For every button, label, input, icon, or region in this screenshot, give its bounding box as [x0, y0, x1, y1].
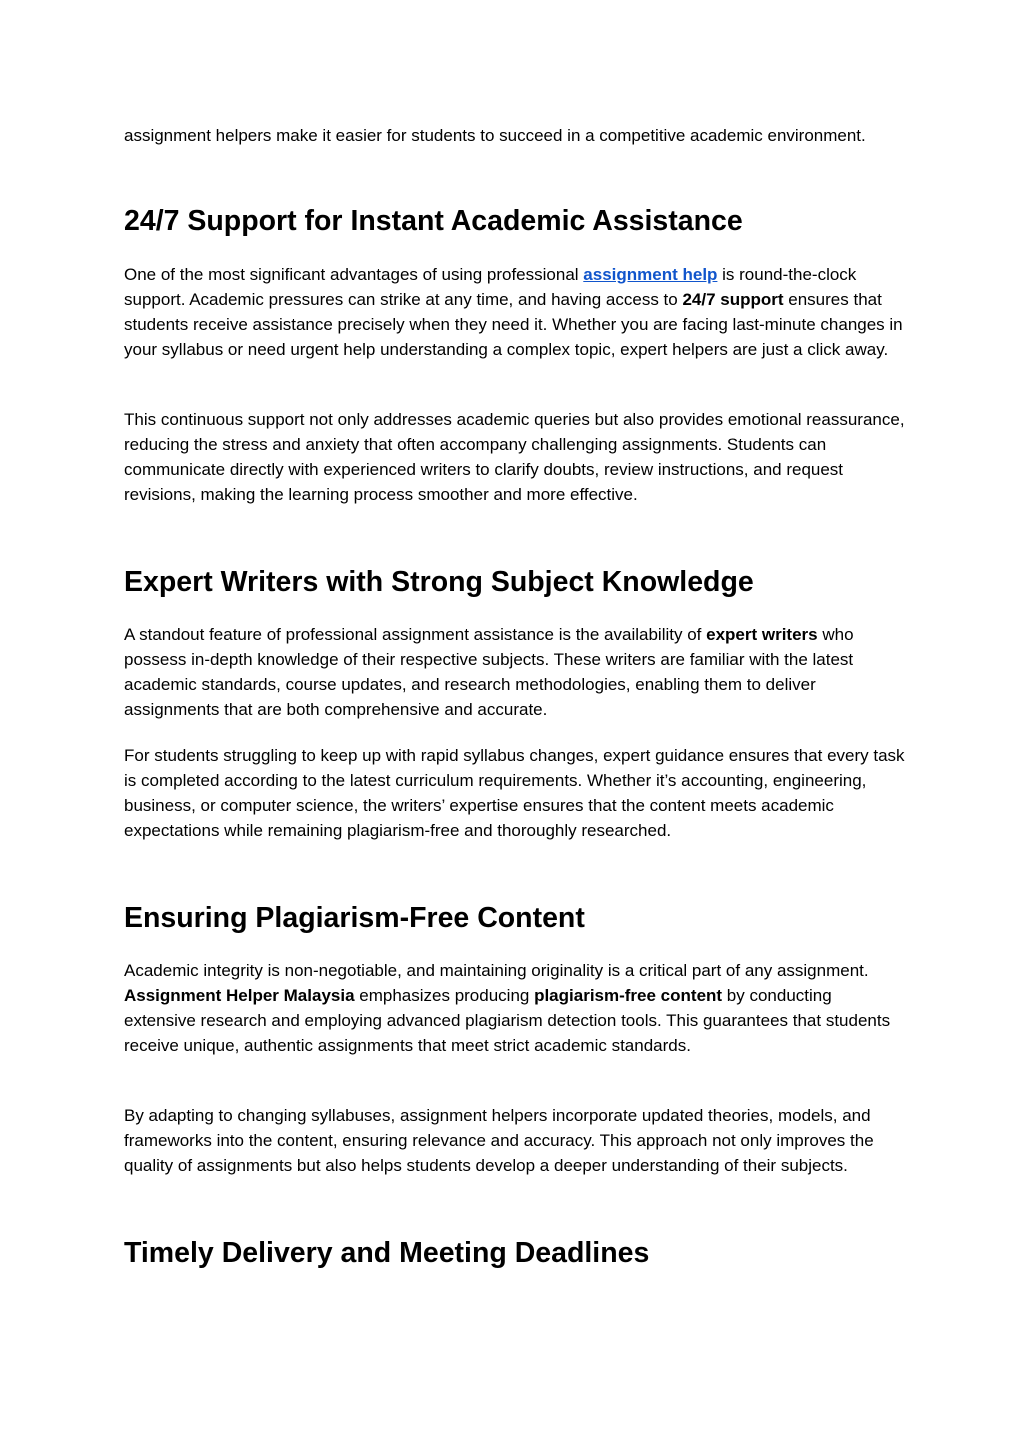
paragraph-writers-2: For students struggling to keep up with rapid syllabus changes, expert guidance ensures that every task is completed according to the latest curriculum requirements. Whether it’s accounting, engineering, business, or computer science, the writers’ expertise ensures that the content meets academic expectations while remaining plagiarism-free and thoroughly researched. — [124, 746, 905, 840]
heading-timely-delivery: Timely Delivery and Meeting Deadlines — [124, 1237, 650, 1269]
text: who possess in-depth knowledge of their respective subjects. These writers are familiar with the latest academic standards, course updates, and research methodologies, enabling them to deliver assignments that are both comprehensive and accurate. — [124, 625, 854, 719]
paragraph-writers-1 — [124, 622, 906, 722]
text: emphasizes producing — [354, 986, 535, 1005]
paragraph-support-1 — [124, 262, 906, 362]
assignment-help-link[interactable]: assignment help — [583, 265, 718, 284]
bold-text: plagiarism-free content — [534, 986, 723, 1005]
heading-expert-writers: Expert Writers with Strong Subject Knowledge — [124, 566, 754, 598]
intro-paragraph: assignment helpers make it easier for students to succeed in a competitive academic environment. — [124, 126, 866, 145]
text: by conducting extensive research and employing advanced plagiarism detection tools. This guarantees that students receive unique, authentic assignments that meet strict academic standards. — [124, 986, 891, 1055]
text: Academic integrity is non-negotiable, and maintaining originality is a critical part of any assignment. — [124, 961, 869, 980]
text: One of the most significant advantages of using professional — [124, 265, 584, 284]
bold-text: 24/7 support — [682, 290, 784, 309]
heading-24-7-support: 24/7 Support for Instant Academic Assistance — [124, 205, 743, 237]
text: ensures that students receive assistance precisely when they need it. Whether you are facing last-minute changes in your syllabus or need urgent help understanding a complex topic, expert helpers are just a click away. — [124, 290, 903, 359]
bold-text: Assignment Helper Malaysia — [124, 986, 355, 1005]
paragraph-plagiarism-1 — [124, 958, 906, 1058]
text: A standout feature of professional assignment assistance is the availability of — [124, 625, 707, 644]
bold-text: expert writers — [706, 625, 818, 644]
text: is round-the-clock support. Academic pressures can strike at any time, and having access to — [124, 265, 857, 309]
paragraph-support-2: This continuous support not only addresses academic queries but also provides emotional reassurance, reducing the stress and anxiety that often accompany challenging assignments. Students can communicate directly with experienced writers to clarify doubts, review instructions, and request revisions, making the learning process smoother and more effective. — [124, 410, 905, 504]
heading-plagiarism-free: Ensuring Plagiarism-Free Content — [124, 902, 585, 934]
paragraph-plagiarism-2: By adapting to changing syllabuses, assignment helpers incorporate updated theories, models, and frameworks into the content, ensuring relevance and accuracy. This approach not only improves the quality of assignments but also helps students develop a deeper understanding of their subjects. — [124, 1106, 874, 1175]
